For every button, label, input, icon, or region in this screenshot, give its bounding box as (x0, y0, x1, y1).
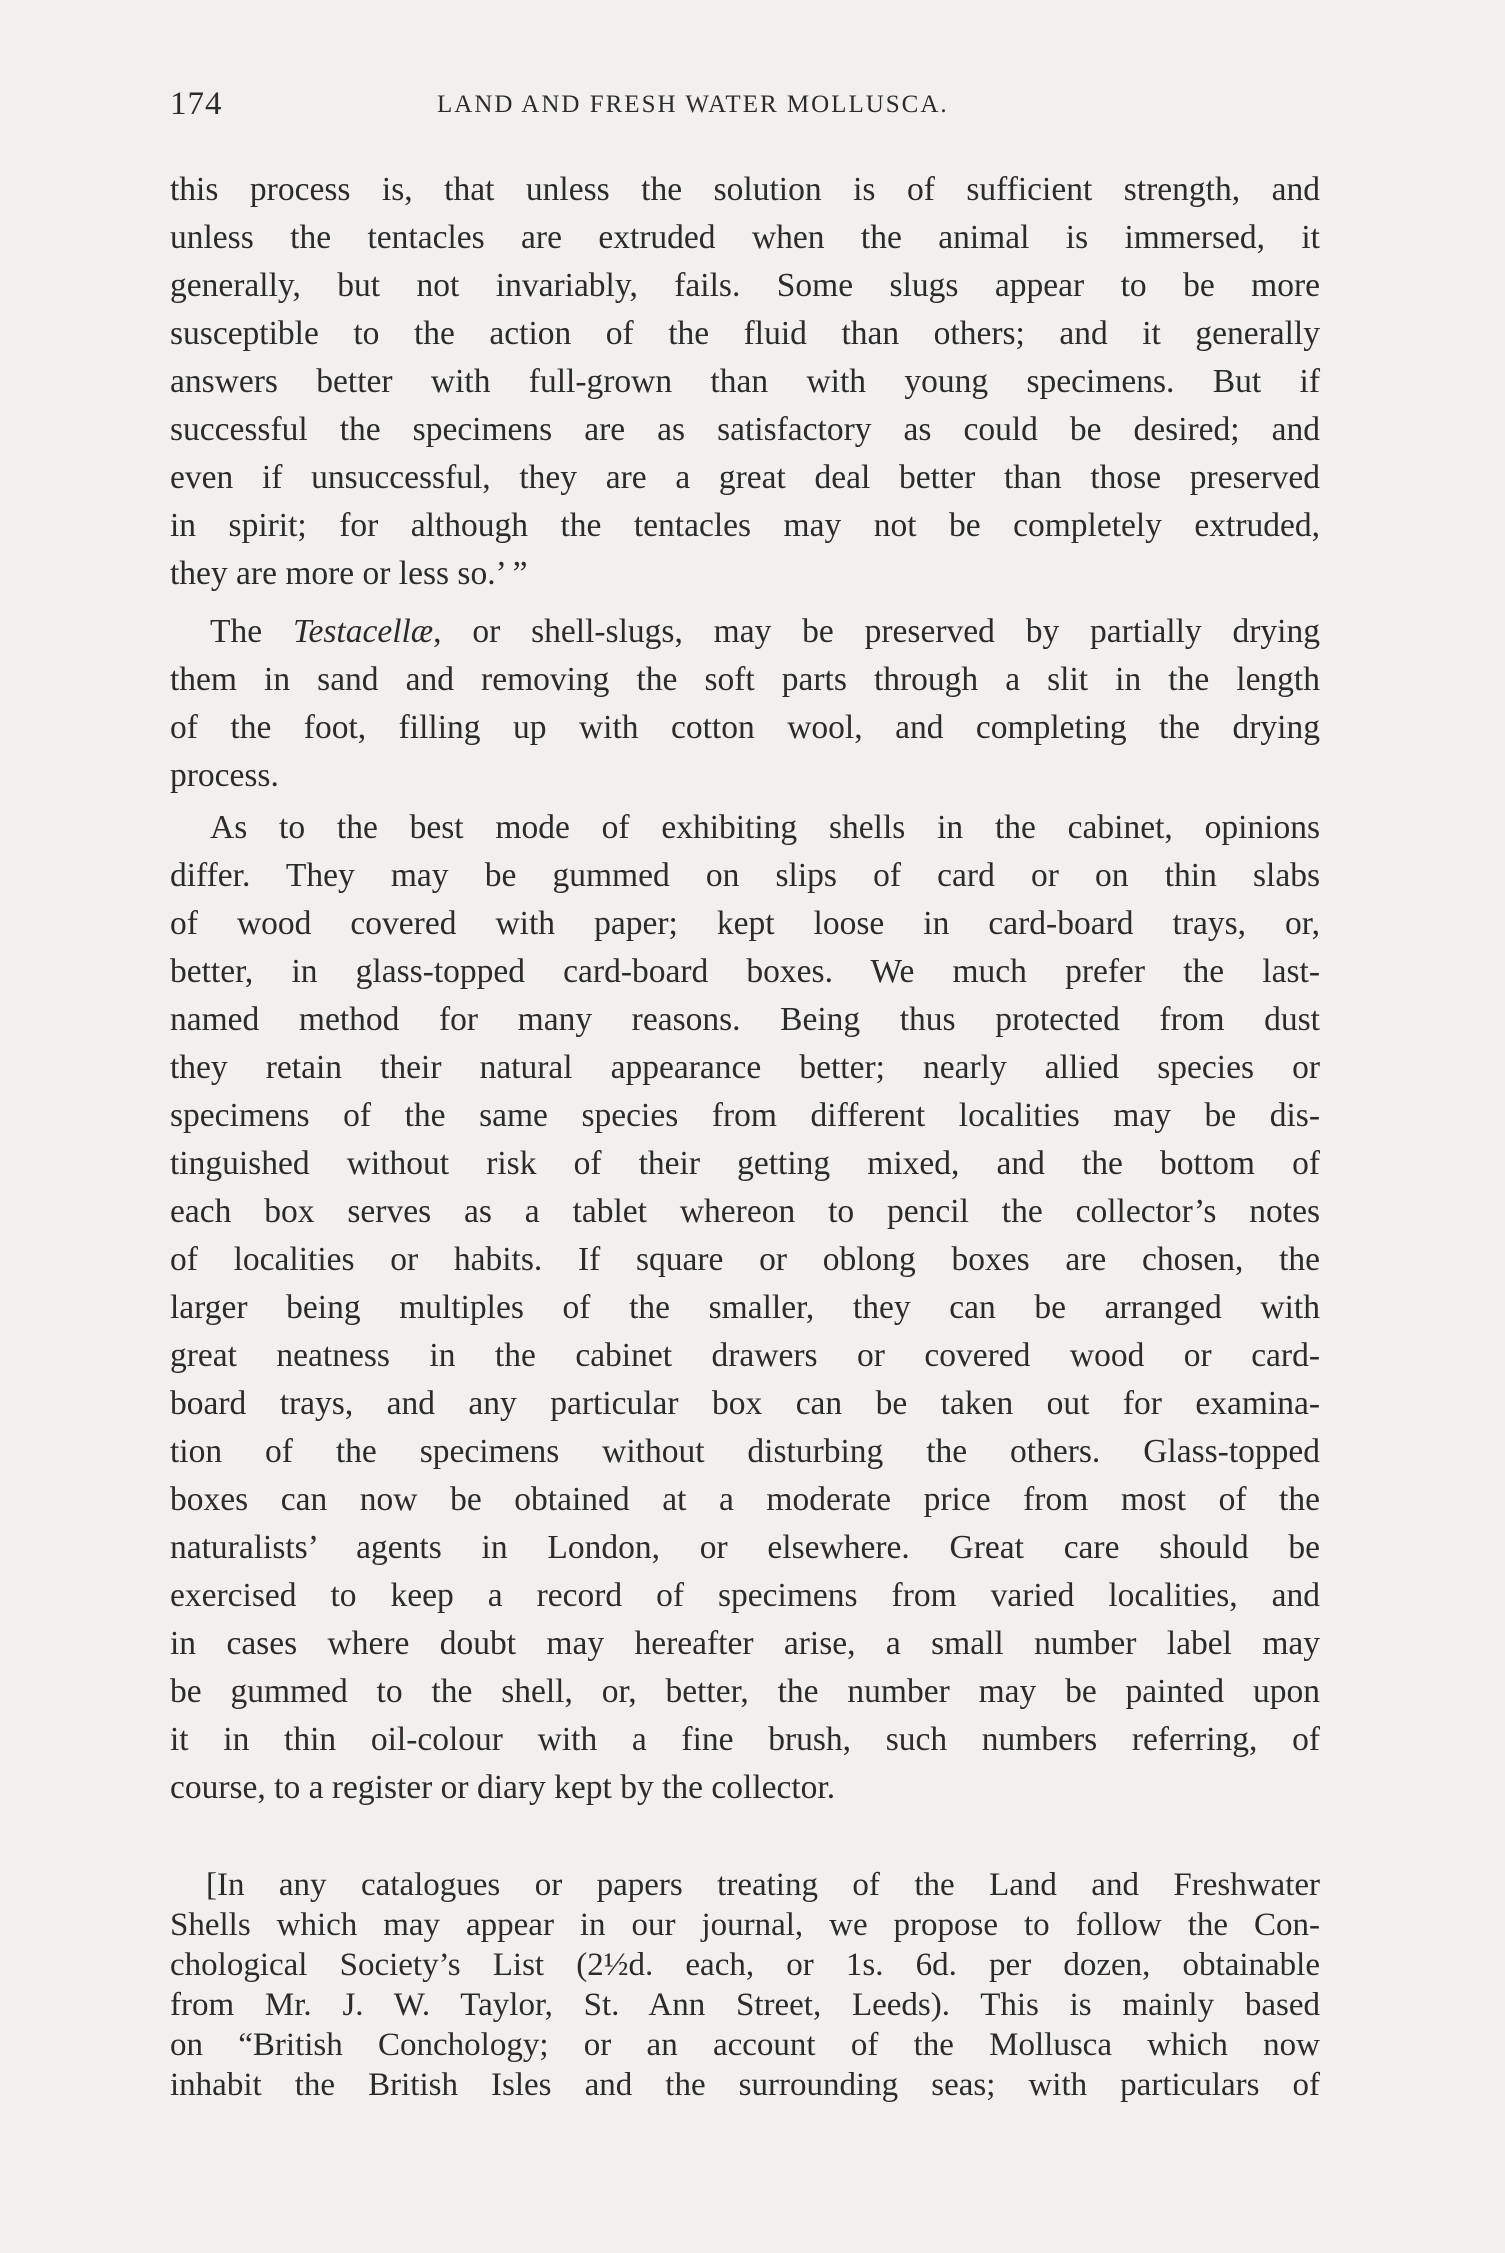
body-line: be gummed to the shell, or, better, the number may be painted upon (170, 1673, 1320, 1710)
body-line: great neatness in the cabinet drawers or covered wood or card- (170, 1337, 1320, 1374)
body-line: this process is, that unless the solution is of sufficient strength, and (170, 171, 1320, 208)
body-line: naturalists’ agents in London, or elsewhere. Great care should be (170, 1529, 1320, 1566)
body-line: each box serves as a tablet whereon to pencil the collector’s notes (170, 1193, 1320, 1230)
body-line: unless the tentacles are extruded when the animal is immersed, it (170, 219, 1320, 256)
body-line: course, to a register or diary kept by the collector. (170, 1769, 836, 1806)
body-line: larger being multiples of the smaller, they can be arranged with (170, 1289, 1320, 1326)
running-title: LAND AND FRESH WATER MOLLUSCA. (437, 91, 949, 118)
body-line: they retain their natural appearance better; nearly allied species or (170, 1049, 1320, 1086)
body-line: it in thin oil-colour with a fine brush, such numbers referring, of (170, 1721, 1320, 1758)
body-line: of localities or habits. If square or oblong boxes are chosen, the (170, 1241, 1320, 1278)
body-line-segment: The (210, 613, 293, 650)
note-line: [In any catalogues or papers treating of the Land and Freshwater (206, 1867, 1320, 1903)
italic-genus-name: Testacellæ (292, 613, 434, 650)
body-line: of wood covered with paper; kept loose in card-board trays, or, (170, 905, 1320, 942)
body-line: answers better with full-grown than with young specimens. But if (170, 363, 1320, 400)
body-line: susceptible to the action of the fluid than others; and it generally (170, 315, 1320, 352)
body-line: them in sand and removing the soft parts through a slit in the length (170, 661, 1320, 698)
body-line: better, in glass-topped card-board boxes. We much prefer the last- (170, 953, 1320, 990)
body-line: successful the specimens are as satisfactory as could be desired; and (170, 411, 1320, 448)
note-line: from Mr. J. W. Taylor, St. Ann Street, Leeds). This is mainly based (170, 1987, 1320, 2023)
note-line: Shells which may appear in our journal, we propose to follow the Con- (170, 1907, 1320, 1943)
page-number: 174 (170, 86, 223, 122)
body-line: in spirit; for although the tentacles may not be completely extruded, (170, 507, 1320, 544)
body-line: exercised to keep a record of specimens from varied localities, and (170, 1577, 1320, 1614)
body-line-testacellae (210, 608, 1320, 656)
body-line: generally, but not invariably, fails. Some slugs appear to be more (170, 267, 1320, 304)
body-line: of the foot, filling up with cotton wool, and completing the drying (170, 709, 1320, 746)
body-line: tion of the specimens without disturbing the others. Glass-topped (170, 1433, 1320, 1470)
body-line: As to the best mode of exhibiting shells in the cabinet, opinions (210, 809, 1320, 846)
body-line: boxes can now be obtained at a moderate price from most of the (170, 1481, 1320, 1518)
body-line: they are more or less so.’ ” (170, 555, 528, 592)
page-header (170, 86, 1320, 130)
body-line: board trays, and any particular box can be taken out for examina- (170, 1385, 1320, 1422)
body-line: tinguished without risk of their getting mixed, and the bottom of (170, 1145, 1320, 1182)
note-line: inhabit the British Isles and the surrounding seas; with particulars of (170, 2067, 1320, 2103)
body-line: in cases where doubt may hereafter arise, a small number label may (170, 1625, 1320, 1662)
body-line: even if unsuccessful, they are a great deal better than those preserved (170, 459, 1320, 496)
body-line: process. (170, 757, 279, 794)
note-line: on “British Conchology; or an account of the Mollusca which now (170, 2027, 1320, 2063)
body-line-segment: , or shell-slugs, may be preserved by partially drying (433, 613, 1320, 650)
body-line: specimens of the same species from different localities may be dis- (170, 1097, 1320, 1134)
note-line: chological Society’s List (2½d. each, or 1s. 6d. per dozen, obtainable (170, 1947, 1320, 1983)
body-line: named method for many reasons. Being thus protected from dust (170, 1001, 1320, 1038)
body-line: differ. They may be gummed on slips of card or on thin slabs (170, 857, 1320, 894)
